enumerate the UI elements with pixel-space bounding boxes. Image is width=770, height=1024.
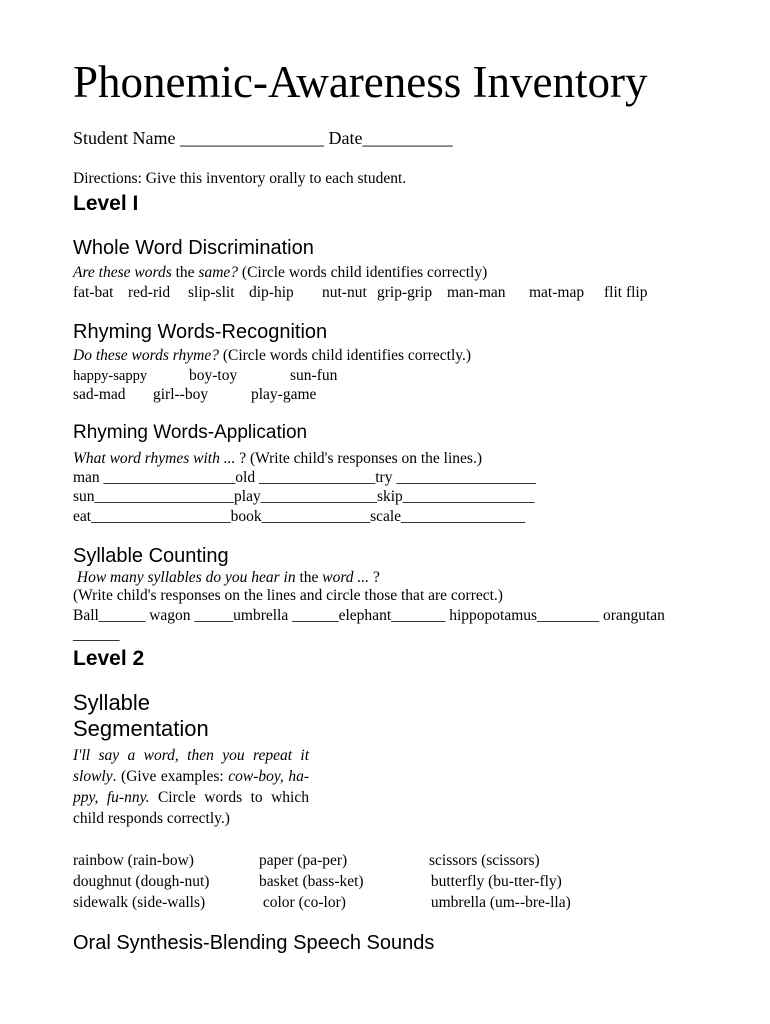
rhyme-recognition-heading: Rhyming Words-Recognition <box>73 321 328 343</box>
whole-word-prompt <box>73 264 487 283</box>
prompt-italic: Do these words rhyme? <box>73 347 219 364</box>
segmentation-word: scissors (scissors) <box>429 852 540 869</box>
rhyme-pair: girl--boy <box>153 386 209 403</box>
syllable-counting-prompt <box>73 569 380 588</box>
prompt-italic: How many syllables do you hear in <box>73 569 296 586</box>
prompt-italic: What word rhymes with ... <box>73 450 236 467</box>
rhyme-response-line: eat__________________book______________scale________________ <box>73 508 526 525</box>
segmentation-word: sidewalk (side-walls) <box>73 894 206 911</box>
segmentation-word: basket (bass-ket) <box>259 873 364 890</box>
prompt-plain: (Circle words child identifies correctly.) <box>218 347 472 364</box>
rhyme-pair: play-game <box>251 386 317 403</box>
rhyme-pair: happy-sappy <box>73 368 148 384</box>
word-pair: man-man <box>447 284 506 301</box>
rhyme-response-line: man _________________old _______________try __________________ <box>73 469 536 486</box>
oral-synthesis-heading: Oral Synthesis-Blending Speech Sounds <box>73 932 435 954</box>
segmentation-word: paper (pa-per) <box>259 852 348 869</box>
syllable-segmentation-heading-line2: Segmentation <box>73 716 209 741</box>
rhyme-response-line: sun__________________play_______________skip_________________ <box>73 488 535 505</box>
word-pair: slip-slit <box>188 284 235 301</box>
intro-italic: I'll say a word, then you repeat it slowly <box>73 747 309 785</box>
segmentation-word: rainbow (rain-bow) <box>73 852 194 869</box>
rhyme-application-heading: Rhyming Words-Application <box>73 422 308 443</box>
intro-examples: cow-boy, ha-ppy, fu-nny. <box>73 768 309 806</box>
page-title: Phonemic-Awareness Inventory <box>73 57 648 107</box>
prompt-italic: word ... <box>322 569 370 586</box>
prompt-plain: (Circle words child identifies correctly) <box>238 264 488 281</box>
syllable-segmentation-intro <box>73 745 309 829</box>
rhyme-application-prompt <box>73 450 482 469</box>
prompt-plain: ? (Write child's responses on the lines.) <box>235 450 482 467</box>
level-1-heading: Level I <box>73 192 139 215</box>
word-pair: mat-map <box>529 284 585 301</box>
word-pair: red-rid <box>128 284 171 301</box>
intro-plain: . (Give examples: <box>112 768 229 785</box>
rhyme-recognition-prompt <box>73 347 471 366</box>
rhyme-pair: boy-toy <box>189 367 238 384</box>
segmentation-word: umbrella (um--bre-lla) <box>427 894 571 911</box>
whole-word-heading: Whole Word Discrimination <box>73 237 314 259</box>
word-pair: dip-hip <box>249 284 294 301</box>
word-pair: nut-nut <box>322 284 367 301</box>
syllable-counting-instruction: (Write child's responses on the lines and circle those that are correct.) <box>73 587 503 604</box>
syllable-counting-words: Ball______ wagon _____umbrella ______elephant_______ hippopotamus________ orangutan <box>73 607 665 624</box>
prompt-italic: same? <box>198 264 239 281</box>
segmentation-word: color (co-lor) <box>259 894 346 911</box>
syllable-counting-trailing-blank: ______ <box>73 626 120 643</box>
syllable-segmentation-heading-line1: Syllable <box>73 690 151 715</box>
rhyme-pair: sad-mad <box>73 386 126 403</box>
segmentation-word: doughnut (dough-nut) <box>73 873 210 890</box>
word-pair: grip-grip <box>377 284 433 301</box>
syllable-counting-heading: Syllable Counting <box>73 545 229 567</box>
word-pair: flit flip <box>604 284 648 301</box>
prompt-plain: the <box>295 569 323 586</box>
intro-plain: Circle words to which child responds correctly.) <box>73 789 309 827</box>
prompt-plain: the <box>171 264 199 281</box>
student-name-date-line: Student Name ________________ Date__________ <box>73 128 453 148</box>
word-pair: fat-bat <box>73 284 114 301</box>
segmentation-word: butterfly (bu-tter-fly) <box>427 873 562 890</box>
rhyme-pair: sun-fun <box>290 367 338 384</box>
level-2-heading: Level 2 <box>73 647 145 670</box>
prompt-plain: ? <box>369 569 380 586</box>
directions-text: Directions: Give this inventory orally to each student. <box>73 170 407 187</box>
prompt-italic: Are these words <box>73 264 172 281</box>
